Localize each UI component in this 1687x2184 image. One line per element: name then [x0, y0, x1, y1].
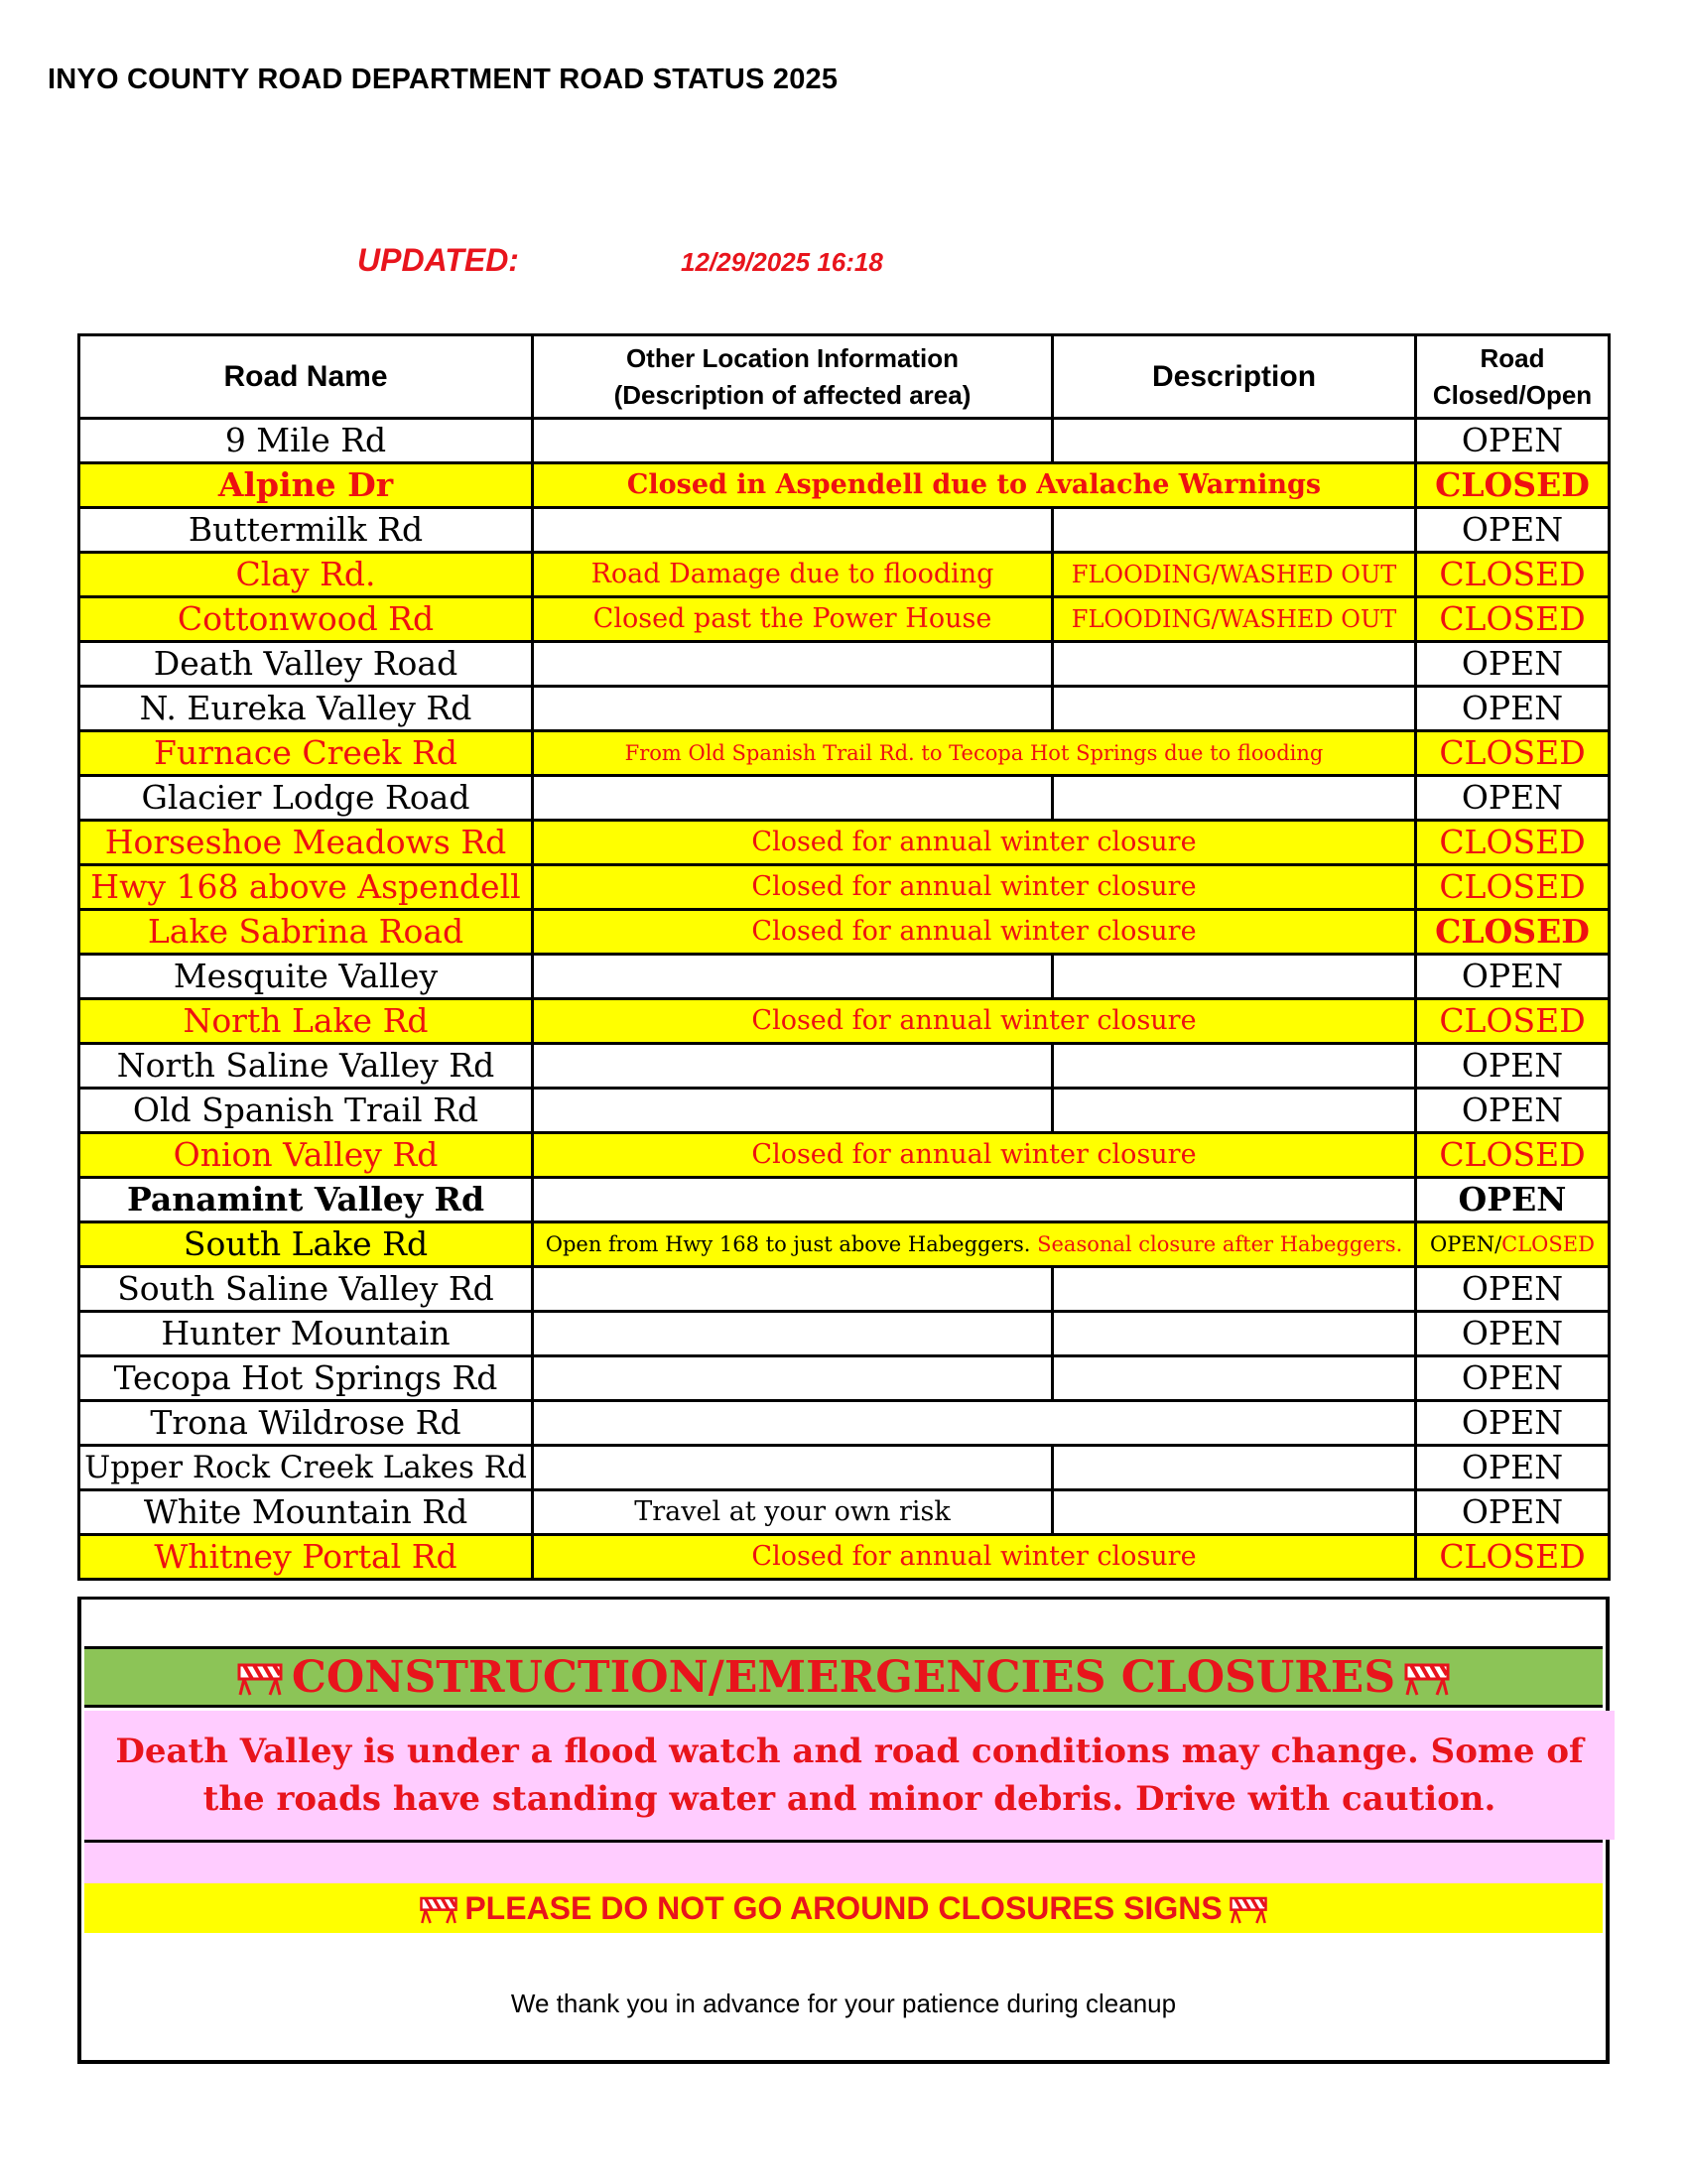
table-row	[79, 642, 1610, 687]
description: FLOODING/WASHED OUT	[1053, 553, 1416, 597]
location-info: From Old Spanish Trail Rd. to Tecopa Hot Springs due to flooding	[533, 731, 1416, 776]
road-name: 9 Mile Rd	[79, 419, 533, 463]
road-name: North Lake Rd	[79, 999, 533, 1044]
road-name: Clay Rd.	[79, 553, 533, 597]
road-name: Buttermilk Rd	[79, 508, 533, 553]
table-row	[79, 1401, 1610, 1446]
table-row	[79, 1044, 1610, 1089]
road-status: OPEN	[1416, 687, 1610, 731]
road-status: OPEN	[1416, 776, 1610, 821]
description	[1053, 1312, 1416, 1356]
road-barrier-icon	[419, 1891, 458, 1925]
road-status: CLOSED	[1416, 553, 1610, 597]
location-info	[533, 1356, 1053, 1401]
table-row	[79, 1222, 1610, 1267]
road-status: OPEN	[1416, 1267, 1610, 1312]
road-status-table	[77, 333, 1611, 1581]
road-status: CLOSED	[1416, 597, 1610, 642]
location-open-part: Open from Hwy 168 to just above Habeggers.	[545, 1232, 1031, 1256]
table-row	[79, 1356, 1610, 1401]
road-barrier-icon	[1403, 1657, 1451, 1697]
table-row	[79, 1267, 1610, 1312]
road-name: Glacier Lodge Road	[79, 776, 533, 821]
updated-timestamp: 12/29/2025 16:18	[681, 247, 883, 277]
road-status: OPEN	[1416, 1044, 1610, 1089]
table-row	[79, 419, 1610, 463]
flood-alert	[84, 1711, 1615, 1840]
table-row	[79, 1178, 1610, 1222]
table-row	[79, 910, 1610, 955]
table-row	[79, 597, 1610, 642]
road-name: Death Valley Road	[79, 642, 533, 687]
thank-you-note: We thank you in advance for your patience during cleanup	[510, 1989, 1177, 2018]
column-header-description: Description	[1053, 335, 1416, 419]
table-row	[79, 1490, 1610, 1535]
road-name: North Saline Valley Rd	[79, 1044, 533, 1089]
road-status: CLOSED	[1416, 865, 1610, 910]
road-barrier-icon	[1229, 1891, 1268, 1925]
table-row	[79, 999, 1610, 1044]
table-row	[79, 553, 1610, 597]
description	[1053, 642, 1416, 687]
road-status: OPEN	[1416, 955, 1610, 999]
road-status	[1416, 1222, 1610, 1267]
construction-banner	[84, 1646, 1603, 1708]
table-row	[79, 687, 1610, 731]
column-header-road-name: Road Name	[79, 335, 533, 419]
description	[1053, 776, 1416, 821]
road-status: OPEN	[1416, 1089, 1610, 1133]
location-info: Closed past the Power House	[533, 597, 1053, 642]
construction-banner-text: CONSTRUCTION/EMERGENCIES CLOSURES	[291, 1651, 1396, 1703]
road-name: Onion Valley Rd	[79, 1133, 533, 1178]
flood-alert-text: Death Valley is under a flood watch and road conditions may change. Some of the roads have standing water and minor debris. Drive with caution.	[115, 1732, 1584, 1819]
location-info: Closed for annual winter closure	[533, 910, 1416, 955]
road-status: CLOSED	[1416, 463, 1610, 508]
description	[1053, 1089, 1416, 1133]
road-status: OPEN	[1416, 1446, 1610, 1490]
table-row	[79, 1312, 1610, 1356]
road-name: Upper Rock Creek Lakes Rd	[79, 1446, 533, 1490]
road-status: CLOSED	[1416, 910, 1610, 955]
table-row	[79, 1133, 1610, 1178]
road-status: CLOSED	[1416, 1535, 1610, 1580]
table-row	[79, 776, 1610, 821]
road-name: Lake Sabrina Road	[79, 910, 533, 955]
road-status: OPEN	[1416, 1356, 1610, 1401]
road-name: Panamint Valley Rd	[79, 1178, 533, 1222]
column-header-status: Road Closed/Open	[1416, 335, 1610, 419]
status-open-part: OPEN/	[1430, 1232, 1502, 1256]
spacer-row	[81, 1600, 1606, 1647]
table-row	[79, 865, 1610, 910]
table-row	[79, 508, 1610, 553]
location-info	[533, 508, 1053, 553]
road-status: CLOSED	[1416, 821, 1610, 865]
location-info	[533, 1044, 1053, 1089]
description	[1053, 955, 1416, 999]
location-info	[533, 1089, 1053, 1133]
road-status: CLOSED	[1416, 1133, 1610, 1178]
location-info: Closed for annual winter closure	[533, 1133, 1416, 1178]
location-info	[533, 1446, 1053, 1490]
description	[1053, 508, 1416, 553]
location-info	[533, 1178, 1416, 1222]
table-row	[79, 731, 1610, 776]
column-header-location: Other Location Information (Description of affected area)	[533, 335, 1053, 419]
updated-label: UPDATED:	[357, 242, 519, 278]
table-row	[79, 463, 1610, 508]
table-row	[79, 1446, 1610, 1490]
description	[1053, 687, 1416, 731]
closure-warning-text: PLEASE DO NOT GO AROUND CLOSURES SIGNS	[464, 1889, 1223, 1926]
road-name: Cottonwood Rd	[79, 597, 533, 642]
road-status: CLOSED	[1416, 731, 1610, 776]
table-header-row	[79, 335, 1610, 419]
road-status: OPEN	[1416, 642, 1610, 687]
road-status: OPEN	[1416, 419, 1610, 463]
description	[1053, 1267, 1416, 1312]
road-status: OPEN	[1416, 1178, 1610, 1222]
road-name: Trona Wildrose Rd	[79, 1401, 533, 1446]
location-closed-part: Seasonal closure after Habeggers.	[1037, 1232, 1403, 1256]
description	[1053, 1044, 1416, 1089]
status-closed-part: CLOSED	[1501, 1232, 1595, 1256]
road-status: OPEN	[1416, 1312, 1610, 1356]
description	[1053, 1446, 1416, 1490]
location-info	[533, 687, 1053, 731]
road-name: Alpine Dr	[79, 463, 533, 508]
description: FLOODING/WASHED OUT	[1053, 597, 1416, 642]
description	[1053, 1490, 1416, 1535]
road-name: White Mountain Rd	[79, 1490, 533, 1535]
alert-strip	[84, 1840, 1603, 1886]
closure-warning	[84, 1883, 1603, 1933]
location-info	[533, 1267, 1053, 1312]
location-info	[533, 955, 1053, 999]
description	[1053, 1356, 1416, 1401]
road-name: Mesquite Valley	[79, 955, 533, 999]
road-name: South Saline Valley Rd	[79, 1267, 533, 1312]
table-row	[79, 1089, 1610, 1133]
road-name: Hunter Mountain	[79, 1312, 533, 1356]
location-info	[533, 1312, 1053, 1356]
location-info: Closed for annual winter closure	[533, 1535, 1416, 1580]
road-name: Hwy 168 above Aspendell	[79, 865, 533, 910]
location-info: Road Damage due to flooding	[533, 553, 1053, 597]
location-info: Closed in Aspendell due to Avalache Warnings	[533, 463, 1416, 508]
road-name: Whitney Portal Rd	[79, 1535, 533, 1580]
road-status: OPEN	[1416, 508, 1610, 553]
table-row	[79, 955, 1610, 999]
road-name: Old Spanish Trail Rd	[79, 1089, 533, 1133]
location-info: Travel at your own risk	[533, 1490, 1053, 1535]
road-barrier-icon	[236, 1657, 284, 1697]
road-name: Horseshoe Meadows Rd	[79, 821, 533, 865]
road-status: OPEN	[1416, 1401, 1610, 1446]
location-info	[533, 1401, 1416, 1446]
road-name: N. Eureka Valley Rd	[79, 687, 533, 731]
road-name: South Lake Rd	[79, 1222, 533, 1267]
location-info	[533, 642, 1053, 687]
closures-section	[77, 1597, 1610, 2064]
location-info: Closed for annual winter closure	[533, 865, 1416, 910]
road-name: Tecopa Hot Springs Rd	[79, 1356, 533, 1401]
page-title: INYO COUNTY ROAD DEPARTMENT ROAD STATUS 2025	[48, 64, 839, 95]
road-status: OPEN	[1416, 1490, 1610, 1535]
description	[1053, 419, 1416, 463]
table-row	[79, 821, 1610, 865]
location-info	[533, 419, 1053, 463]
road-status: CLOSED	[1416, 999, 1610, 1044]
location-info: Closed for annual winter closure	[533, 821, 1416, 865]
road-name: Furnace Creek Rd	[79, 731, 533, 776]
location-info: Closed for annual winter closure	[533, 999, 1416, 1044]
location-info	[533, 1222, 1416, 1267]
location-info	[533, 776, 1053, 821]
table-row	[79, 1535, 1610, 1580]
